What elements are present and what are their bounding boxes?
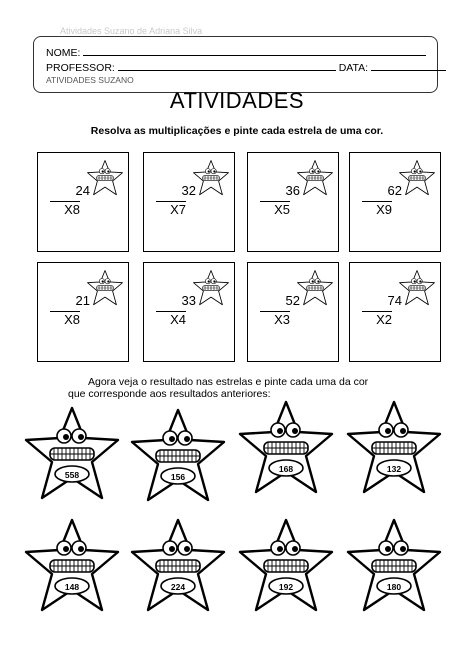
problem-card [37, 262, 129, 362]
result-star[interactable] [344, 398, 444, 498]
result-star[interactable] [128, 406, 228, 506]
result-star[interactable] [128, 516, 228, 616]
problem-multiplier: X4 [156, 311, 186, 327]
date-label: DATA: [338, 62, 369, 74]
problem-card [37, 152, 129, 252]
problem-multiplier: X2 [362, 311, 392, 327]
star-face-icon [398, 269, 436, 305]
watermark: Atividades Suzano de Adriana Silva [60, 26, 203, 36]
problem-multiplier: X7 [156, 201, 186, 217]
star-face-icon [192, 269, 230, 305]
problem-card [247, 152, 339, 252]
name-label: NOME: [46, 47, 81, 59]
name-line [46, 45, 426, 59]
name-field[interactable] [83, 45, 426, 56]
header-box [33, 36, 438, 93]
problem-multiplicand: 74 [387, 293, 402, 308]
problem-multiplier: X8 [50, 201, 80, 217]
problem-multiplicand: 33 [181, 293, 196, 308]
star-face-icon [86, 269, 124, 305]
result-value: 148 [64, 582, 80, 592]
instruction-2-line-1: Agora veja o resultado nas estrelas e pinte cada uma da cor [88, 376, 369, 388]
result-value: 180 [386, 582, 402, 592]
result-value: 224 [170, 582, 186, 592]
star-face-icon [86, 159, 124, 195]
problem-multiplicand: 52 [285, 293, 300, 308]
problem-card [349, 152, 441, 252]
result-value: 558 [64, 470, 80, 480]
problem-multiplier: X5 [260, 201, 290, 217]
result-star[interactable] [344, 516, 444, 616]
problem-multiplicand: 24 [75, 183, 90, 198]
problem-multiplicand: 36 [285, 183, 300, 198]
problem-multiplicand: 21 [75, 293, 90, 308]
result-value: 156 [170, 472, 186, 482]
problem-card [349, 262, 441, 362]
problem-multiplicand: 32 [181, 183, 196, 198]
instruction-2-line-2: que corresponde aos resultados anteriores: [68, 388, 271, 400]
problem-multiplicand: 62 [387, 183, 402, 198]
problem-multiplier: X3 [260, 311, 290, 327]
result-value: 132 [386, 464, 402, 474]
problem-multiplier: X8 [50, 311, 80, 327]
star-face-icon [398, 159, 436, 195]
star-face-icon [296, 269, 334, 305]
teacher-label: PROFESSOR: [46, 62, 115, 74]
teacher-field[interactable] [118, 60, 336, 71]
problem-card [143, 262, 235, 362]
result-value: 192 [278, 582, 294, 592]
star-face-icon [192, 159, 230, 195]
instruction: Resolva as multiplicações e pinte cada estrela de uma cor. [90, 125, 384, 137]
date-field[interactable] [371, 60, 446, 71]
problem-card [247, 262, 339, 362]
page-title: ATIVIDADES [169, 88, 305, 113]
result-star[interactable] [236, 516, 336, 616]
star-face-icon [296, 159, 334, 195]
result-star[interactable] [236, 398, 336, 498]
problem-card [143, 152, 235, 252]
problem-multiplier: X9 [362, 201, 392, 217]
teacher-line [46, 60, 446, 74]
school-name: ATIVIDADES SUZANO [46, 75, 134, 85]
result-star[interactable] [22, 404, 122, 504]
result-star[interactable] [22, 516, 122, 616]
result-value: 168 [278, 464, 294, 474]
